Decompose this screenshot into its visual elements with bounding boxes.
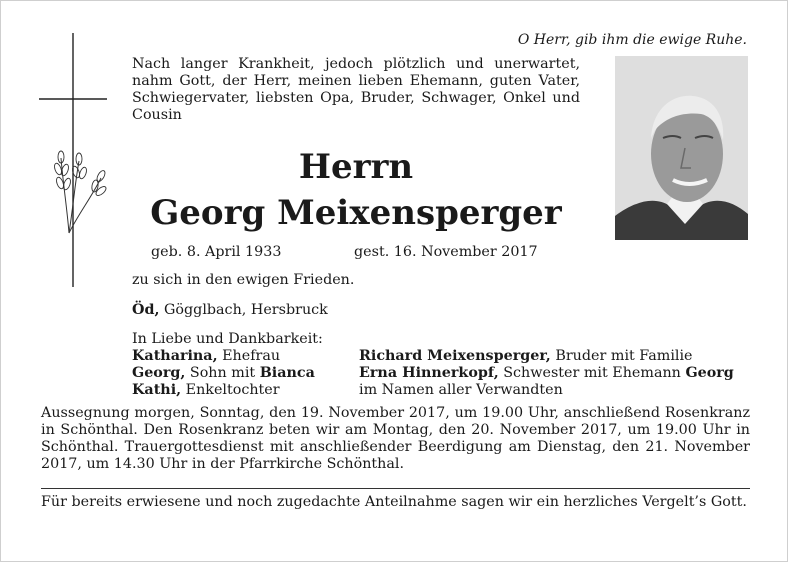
motto: O Herr, gib ihm die ewige Ruhe. [517,32,747,48]
gratitude-heading: In Liebe und Dankbarkeit: [132,331,323,347]
cross-with-wheat-icon [39,33,107,287]
mourner-relation: Enkeltochter [181,382,280,398]
mourner-name: Georg, [132,365,186,381]
deceased-name: Georg Meixensperger [150,193,562,233]
mourner-left [132,348,280,365]
mourner-relation: Sohn mit [185,365,260,381]
portrait-photo [615,56,748,240]
funeral-info: Aussegnung morgen, Sonntag, den 19. November 2017, um 19.00 Uhr, anschließend Rosenkranz in Schönthal. Den Rosenkranz beten wir am Montag, den 20. November 2017, um 19.00 Uhr in Schönthal. Trauergottesdienst mit anschließender Beerdigung am Dienstag, den 21. November 2017, um 14.30 Uhr in der Pfarrkirche Schönthal. [41,405,750,472]
title-herrn: Herrn [298,147,414,187]
location-rest: Gögglbach, Hersbruck [159,302,328,318]
mourner-name: Richard Meixensperger, [359,348,551,364]
mourner-left [132,382,280,399]
thanks-text: Für bereits erwiesene und noch zugedachte Anteilnahme sagen wir ein herzliches Vergelt’s Gott. [41,494,747,510]
mourner-left [132,365,315,382]
mourner-name: Kathi, [132,382,182,398]
intro-text: Nach langer Krankheit, jedoch plötzlich und unerwartet, nahm Gott, der Herr, meinen lieben Ehemann, guten Vater, Schwiegervater, liebsten Opa, Bruder, Schwager, Onkel und Cousin [132,56,580,123]
mourner-relation: Ehefrau [217,348,281,364]
birth-date: geb. 8. April 1933 [151,244,282,260]
mourner-relation: Bruder mit Familie [550,348,693,364]
location-line [132,302,328,319]
mourner-relation: im Namen aller Verwandten [359,382,563,398]
peace-text: zu sich in den ewigen Frieden. [132,272,355,288]
mourner-partner-name: Georg [685,365,734,381]
mourner-right [359,365,734,382]
mourner-right [359,382,563,399]
divider [41,488,750,489]
mourner-name: Erna Hinnerkopf, [359,365,499,381]
death-date: gest. 16. November 2017 [354,244,538,260]
mourner-partner-name: Bianca [259,365,315,381]
mourner-right [359,348,693,365]
location-bold: Öd, [132,302,160,318]
mourner-relation: Schwester mit Ehemann [498,365,686,381]
mourner-name: Katharina, [132,348,218,364]
